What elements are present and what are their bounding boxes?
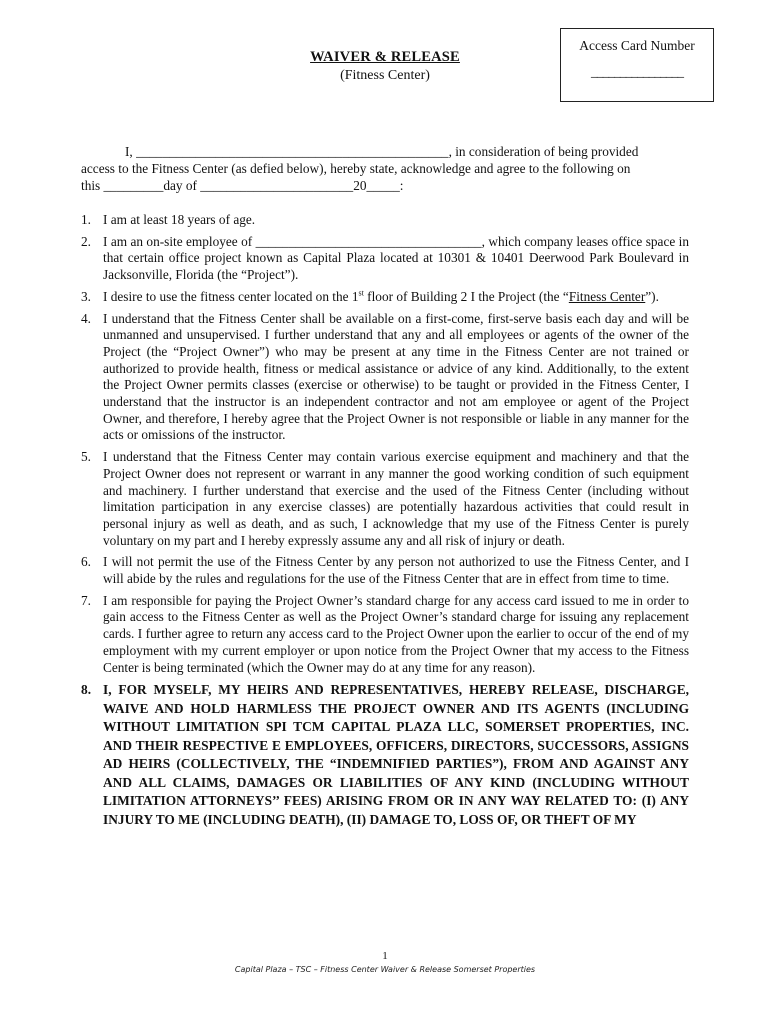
document-header — [250, 49, 520, 84]
item-text — [103, 289, 689, 306]
list-item-release-clause — [81, 681, 689, 829]
intro-line-2: access to the Fitness Center (as defied below), hereby state, acknowledge and agree to the following on — [81, 161, 631, 176]
intro-line-3-date[interactable]: this _________day of _______________________20_____: — [81, 178, 404, 193]
item-text: I will not permit the use of the Fitness Center by any person not authorized to use the Fitness Center, and I will abide by the rules and regulations for the use of the Fitness Center that are in effect from time to time. — [103, 554, 689, 587]
list-item — [81, 593, 689, 677]
item-text-part: ”). — [645, 288, 659, 304]
page-footer: Capital Plaza – TSC – Fitness Center Waiver & Release Somerset Properties — [234, 965, 536, 974]
intro-suffix: , in consideration of being provided — [448, 144, 639, 159]
intro-prefix: I, — [125, 144, 133, 159]
item-text-part: floor of Building 2 I the Project (the “ — [363, 288, 569, 304]
intro-paragraph — [81, 143, 689, 194]
item-text: I am an on-site employee of __________________________________, which company leases office space in that certain office project known as Capital Plaza located at 10301 & 10401 Deerwood Park Boulevard in Jacksonville, Florida (the “Project”). — [103, 233, 689, 283]
list-item — [81, 234, 689, 284]
fitness-center-defined-term: Fitness Center — [568, 288, 646, 304]
ordinal-superscript: st — [358, 288, 364, 298]
item-number: 2. — [81, 233, 91, 249]
item-number: 4. — [81, 310, 91, 326]
item-number: 1. — [81, 212, 91, 227]
document-title: WAIVER & RELEASE — [310, 49, 460, 65]
item-number: 8. — [81, 682, 92, 698]
name-blank-field[interactable]: _______________________________________________ — [136, 144, 449, 159]
list-item — [81, 212, 689, 229]
access-card-number-field[interactable]: ________________ — [591, 64, 683, 79]
item-text: I am at least 18 years of age. — [103, 212, 256, 227]
list-item — [81, 311, 689, 445]
item-text: I am responsible for paying the Project Owner’s standard charge for any access card issued to me in order to gain access to the Fitness Center as well as the Project Owner’s standard charge for issuing any replacement cards. I further agree to return any access card to the Project Owner upon the earlier to occur of the end of my employment with my current employer or upon notice from the Project Owner that my access to the Fitness Center is being terminated (which the Owner may do at any time for any reason). — [103, 592, 689, 675]
page-number: 1 — [382, 950, 388, 962]
list-item — [81, 449, 689, 549]
item-text-part: I desire to use the fitness center located on the 1 — [103, 288, 359, 304]
item-number: 3. — [81, 288, 91, 304]
item-number: 6. — [81, 554, 91, 570]
access-card-label: Access Card Number — [579, 38, 695, 53]
document-subtitle: (Fitness Center) — [340, 68, 430, 83]
list-item — [81, 289, 689, 306]
item-text: I understand that the Fitness Center may contain various exercise equipment and machinery and that the Project Owner does not represent or warrant in any manner the good working condition of such equipment and machinery. I further understand that exercise and the used of the Fitness Center (including without limitation participation in any exercise classes) are potentially hazardous activities that could result in personal injury as well as death, and as such, I acknowledge that my use of the Fitness Center is purely voluntary on my part and I hereby expressly assume any and all risk of injury or death. — [103, 449, 689, 548]
terms-list — [81, 212, 689, 834]
item-text: I, FOR MYSELF, MY HEIRS AND REPRESENTATIVES, HEREBY RELEASE, DISCHARGE, WAIVE AND HOLD HARMLESS THE PROJECT OWNER AND ITS AGENTS (INCLUDING WITHOUT LIMITATION SPI TCM CAPITAL PLAZA LLC, SOMERSET PROPERTIES, INC. AND THEIR RESPECTIVE E EMPLOYEES, OFFICERS, DIRECTORS, SUCCESSORS, ASSIGNS AD HEIRS (COLLECTIVELY, THE “INDEMNIFIED PARTIES”), FROM AND AGAINST ANY AND ALL CLAIMS, DAMAGES OR LIABILITIES OF ANY KIND (INCLUDING WITHOUT LIMITATION ATTORNEYS’’ FEES) ARISING FROM OR IN ANY WAY RELATED TO: (I) ANY INJURY TO ME (INCLUDING DEATH), (II) DAMAGE TO, LOSS OF, OR THEFT OF MY — [103, 682, 689, 827]
intro-line-1 — [81, 143, 689, 160]
item-number: 7. — [81, 592, 91, 608]
list-item — [81, 554, 689, 587]
access-card-box — [560, 28, 714, 102]
item-number: 5. — [81, 449, 91, 465]
item-text: I understand that the Fitness Center shall be available on a first-come, first-serve basis each day and will be unmanned and unsupervised. I further understand that any and all employees or agents of the owner of the Project (the “Project Owner”) who may be present at any time in the Fitness Center are not trained or authorized to provide health, fitness or medical assistance or advice of any kind. Additionally, to the extent the Project Owner permits classes (exercise or otherwise) to be taught or provided in the Fitness Center, I understand that the instructor is an independent contractor and not am employee or agent of the Project Owner, and therefore, I hereby agree that the Project Owner is not responsible or liable in any manner for the acts or omissions of the instructor. — [103, 310, 689, 443]
